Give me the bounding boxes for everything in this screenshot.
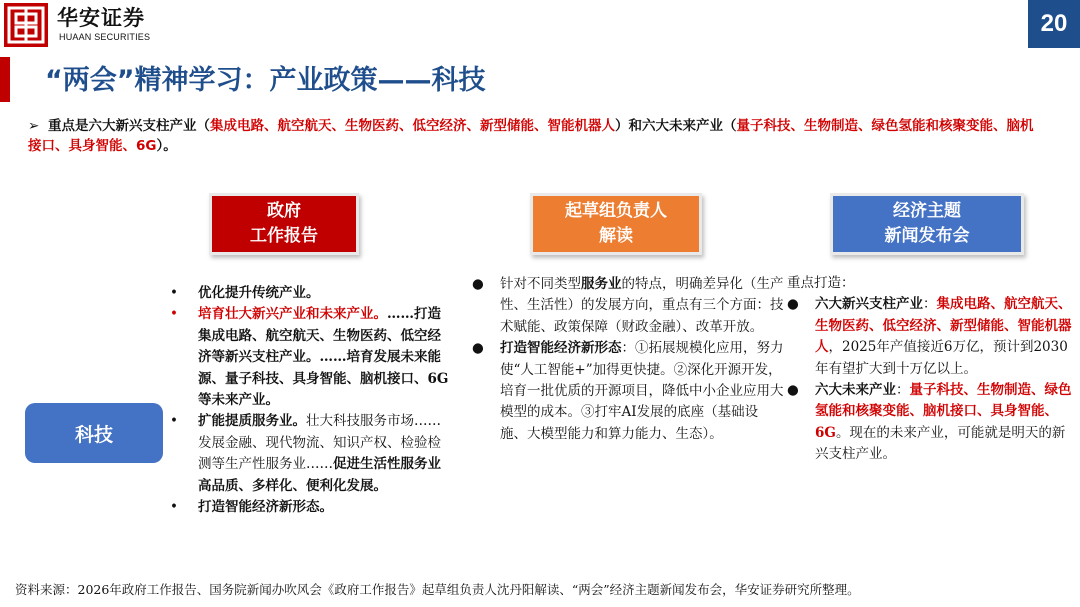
item-text: 扩能提质服务业。 xyxy=(198,413,306,430)
item-text: 的特点，明确差异化（生产性、生活性）的发展方向，重点有三个方面：技术赋能、政策保障（财政金融）、改革开放。 xyxy=(500,276,784,335)
drafting-group-column xyxy=(472,274,784,445)
list-item xyxy=(170,283,454,304)
logo-text-cn: 华安证券 xyxy=(57,6,145,30)
badge-gov-work-report xyxy=(209,193,359,255)
title-accent-bar xyxy=(0,57,10,102)
focus-text: ）。 xyxy=(156,138,177,154)
press-conf-column xyxy=(787,273,1077,466)
focus-text: 重点是六大新兴支柱产业（ xyxy=(48,118,210,134)
item-text: 促进生活性服务业高品质、多样化、便利化发展。 xyxy=(198,456,441,494)
bullet-icon: ● xyxy=(787,382,799,399)
list-item xyxy=(787,380,1077,466)
item-text: 壮大科技服务市场……发展金融、现代物流、知识产权、检验检测等生产性服务业…… xyxy=(198,413,441,473)
gov-report-column xyxy=(170,283,454,518)
list-item xyxy=(170,497,454,518)
badge-econ-press-conf xyxy=(830,193,1024,255)
item-text-red: 量子科技、生物制造、绿色氢能和核聚变能、脑机接口、具身智能、6G xyxy=(815,382,1072,441)
item-text: 六大新兴支柱产业 xyxy=(815,296,923,313)
bullet-icon: • xyxy=(170,306,178,323)
focus-future-industries: 量子科技、生物制造、绿色氢能和核聚变能、脑机接口、具身智能、6G xyxy=(28,118,1034,154)
item-text: 打造智能经济新形态。 xyxy=(198,499,333,516)
list-item xyxy=(472,274,784,338)
bullet-icon: • xyxy=(170,285,178,301)
item-text-red: 集成电路、航空航天、生物医药、低空经济、新型储能、智能机器人 xyxy=(815,296,1072,356)
bullet-icon: ● xyxy=(787,296,799,313)
arrow-bullet-icon: ➢ xyxy=(28,118,40,134)
item-text: 优化提升传统产业。 xyxy=(198,285,320,301)
badge-drafting-group xyxy=(530,193,702,255)
list-item xyxy=(170,304,454,411)
column-lead: 重点打造： xyxy=(787,275,855,291)
item-text: 打造智能经济新形态 xyxy=(500,340,622,357)
item-text: 针对不同类型 xyxy=(500,276,581,292)
item-text: 。现在的未来产业，可能就是明天的新兴支柱产业。 xyxy=(815,424,1066,463)
bullet-icon: • xyxy=(170,499,178,516)
source-note: 资料来源：2026年政府工作报告、国务院新闻办吹风会《政府工作报告》起草组负责人沈丹阳解读、“两会”经济主题新闻发布会，华安证券研究所整理。 xyxy=(15,582,860,597)
item-text: ： xyxy=(896,382,910,399)
bullet-icon: ● xyxy=(472,340,484,357)
badge-label: 解读 xyxy=(599,226,633,246)
list-item xyxy=(170,411,454,497)
item-text: ……打造集成电路、航空航天、生物医药、低空经济等新兴支柱产业。……培育发展未来能源、量子科技、具身智能、脑机接口、6G等未来产业。 xyxy=(198,306,449,409)
badge-label: 经济主题 xyxy=(893,201,961,221)
page-title: “两会”精神学习：产业政策——科技 xyxy=(45,65,486,96)
bullet-icon: • xyxy=(170,413,178,430)
badge-label: 工作报告 xyxy=(250,226,318,246)
focus-emerging-industries: 集成电路、航空航天、生物医药、低空经济、新型储能、智能机器人 xyxy=(210,118,615,134)
focus-text: ）和六大未来产业（ xyxy=(615,118,737,134)
item-text: ：①拓展规模化应用，努力使“人工智能+”加得更快捷。②深化开源开发，培育一批优质的开源项目，降低中小企业应用大模型的成本。③打牢AI发展的底座（基础设施、大模型能力和算力能力、生态）。 xyxy=(500,340,784,442)
item-text-red: 培育壮大新兴产业和未来产业。 xyxy=(198,306,387,323)
focus-statement xyxy=(28,116,1038,156)
tech-label-box: 科技 xyxy=(25,403,163,463)
item-text: 服务业 xyxy=(581,276,622,292)
list-item xyxy=(787,294,1077,380)
badge-label: 政府 xyxy=(267,201,301,221)
item-text: ，2025年产值接近6万亿，预计到2030年有望扩大到十万亿以上。 xyxy=(815,339,1068,377)
bullet-icon: ● xyxy=(472,276,484,292)
page-number: 20 xyxy=(1028,0,1080,48)
item-text: ： xyxy=(923,296,937,313)
logo-text-en: HUAAN SECURITIES xyxy=(59,32,151,42)
list-item xyxy=(472,338,784,445)
huaan-logo-mark xyxy=(4,3,48,47)
badge-label: 起草组负责人 xyxy=(565,201,667,221)
item-text: 六大未来产业 xyxy=(815,382,896,399)
badge-label: 新闻发布会 xyxy=(884,226,970,246)
